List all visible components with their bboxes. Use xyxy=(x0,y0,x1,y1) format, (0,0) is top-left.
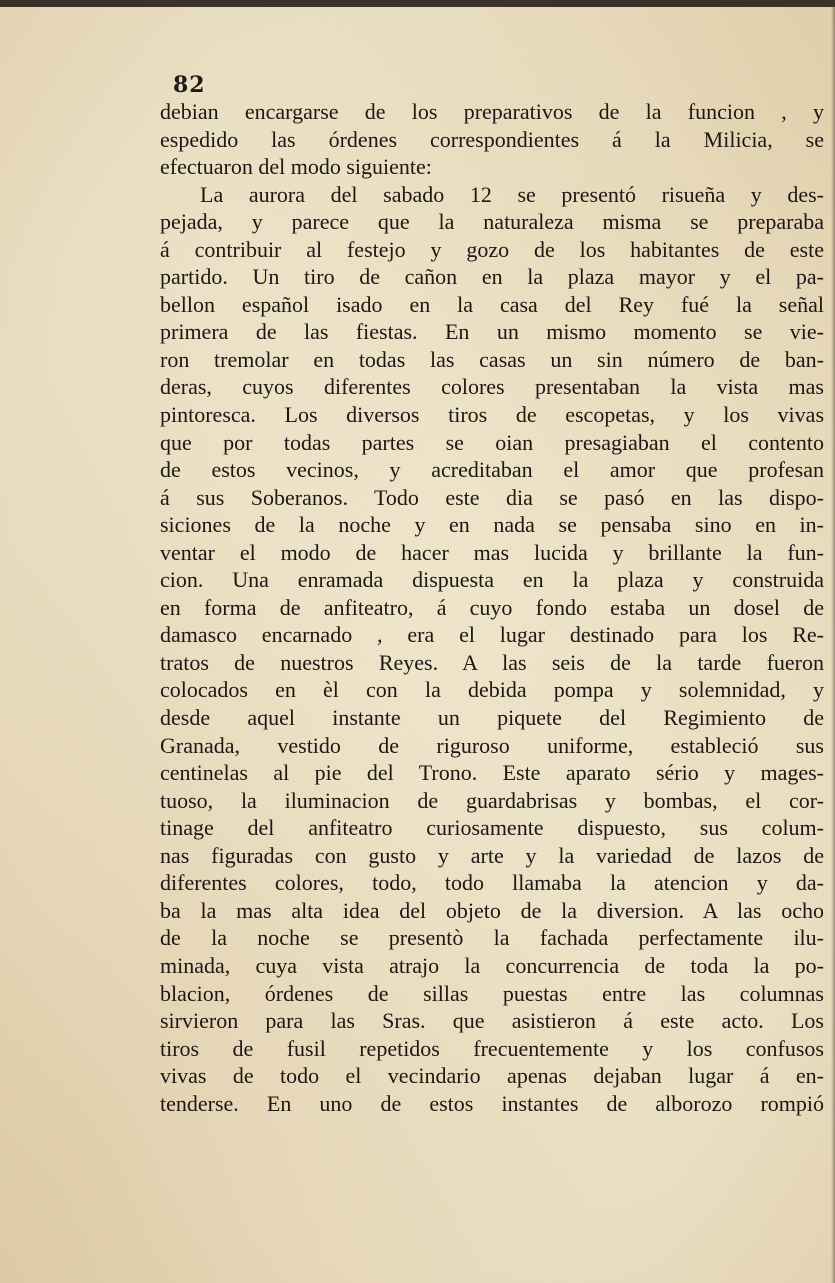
text-line: ba la mas alta idea del objeto de la diversion. A las ocho xyxy=(160,897,824,923)
text-line: que por todas partes se oian presagiaban el contento xyxy=(160,429,824,455)
text-line: damasco encarnado , era el lugar destinado para los Re- xyxy=(160,622,824,648)
text-line: colocados en èl con la debida pompa y solemnidad, y xyxy=(160,677,824,703)
text-line: minada, cuya vista atrajo la concurrencia de toda la po- xyxy=(160,952,824,978)
text-line: nas figuradas con gusto y arte y la variedad de lazos de xyxy=(160,842,824,868)
text-line: ron tremolar en todas las casas un sin número de ban- xyxy=(160,346,824,372)
text-line: La aurora del sabado 12 se presentó risueña y des- xyxy=(200,181,824,207)
text-line: efectuaron del modo siguiente: xyxy=(160,154,432,180)
text-line: blacion, órdenes de sillas puestas entre las columnas xyxy=(160,980,824,1006)
text-line: en forma de anfiteatro, á cuyo fondo estaba un dosel de xyxy=(160,594,824,620)
text-line: centinelas al pie del Trono. Este aparato sério y mages- xyxy=(160,760,824,786)
text-line: á contribuir al festejo y gozo de los habitantes de este xyxy=(160,236,824,262)
text-line: bellon español isado en la casa del Rey fué la señal xyxy=(160,291,824,317)
text-line: á sus Soberanos. Todo este dia se pasó en las dispo- xyxy=(160,484,824,510)
text-line: tuoso, la iluminacion de guardabrisas y bombas, el cor- xyxy=(160,787,824,813)
text-line: espedido las órdenes correspondientes á la Milicia, se xyxy=(160,126,824,152)
text-line: tinage del anfiteatro curiosamente dispuesto, sus colum- xyxy=(160,815,824,841)
text-line: deras, cuyos diferentes colores presentaban la vista mas xyxy=(160,374,824,400)
text-line: sirvieron para las Sras. que asistieron á este acto. Los xyxy=(160,1008,824,1034)
text-line: de estos vecinos, y acreditaban el amor que profesan xyxy=(160,457,824,483)
body-text xyxy=(160,98,824,1117)
text-line: desde aquel instante un piquete del Regimiento de xyxy=(160,705,824,731)
text-line: vivas de todo el vecindario apenas dejaban lugar á en- xyxy=(160,1063,824,1089)
text-line: siciones de la noche y en nada se pensaba sino en in- xyxy=(160,512,824,538)
page-right-edge xyxy=(831,0,835,1283)
page-number: 82 xyxy=(173,72,206,98)
text-line: pejada, y parece que la naturaleza misma se preparaba xyxy=(160,209,824,235)
text-line: Granada, vestido de riguroso uniforme, estableció sus xyxy=(160,732,824,758)
text-line: partido. Un tiro de cañon en la plaza mayor y el pa- xyxy=(160,264,824,290)
text-line: diferentes colores, todo, todo llamaba la atencion y da- xyxy=(160,870,824,896)
text-line: tenderse. En uno de estos instantes de alborozo rompió xyxy=(160,1090,824,1116)
text-line: debian encargarse de los preparativos de la funcion , y xyxy=(160,99,824,124)
page-top-edge xyxy=(0,0,835,7)
text-line: tiros de fusil repetidos frecuentemente y los confusos xyxy=(160,1035,824,1061)
text-line: primera de las fiestas. En un mismo momento se vie- xyxy=(160,319,824,345)
text-line: pintoresca. Los diversos tiros de escopetas, y los vivas xyxy=(160,402,824,428)
text-line: ventar el modo de hacer mas lucida y brillante la fun- xyxy=(160,539,824,565)
text-line: cion. Una enramada dispuesta en la plaza y construida xyxy=(160,567,824,593)
text-line: tratos de nuestros Reyes. A las seis de la tarde fueron xyxy=(160,649,824,675)
text-line: de la noche se presentò la fachada perfectamente ilu- xyxy=(160,925,824,951)
